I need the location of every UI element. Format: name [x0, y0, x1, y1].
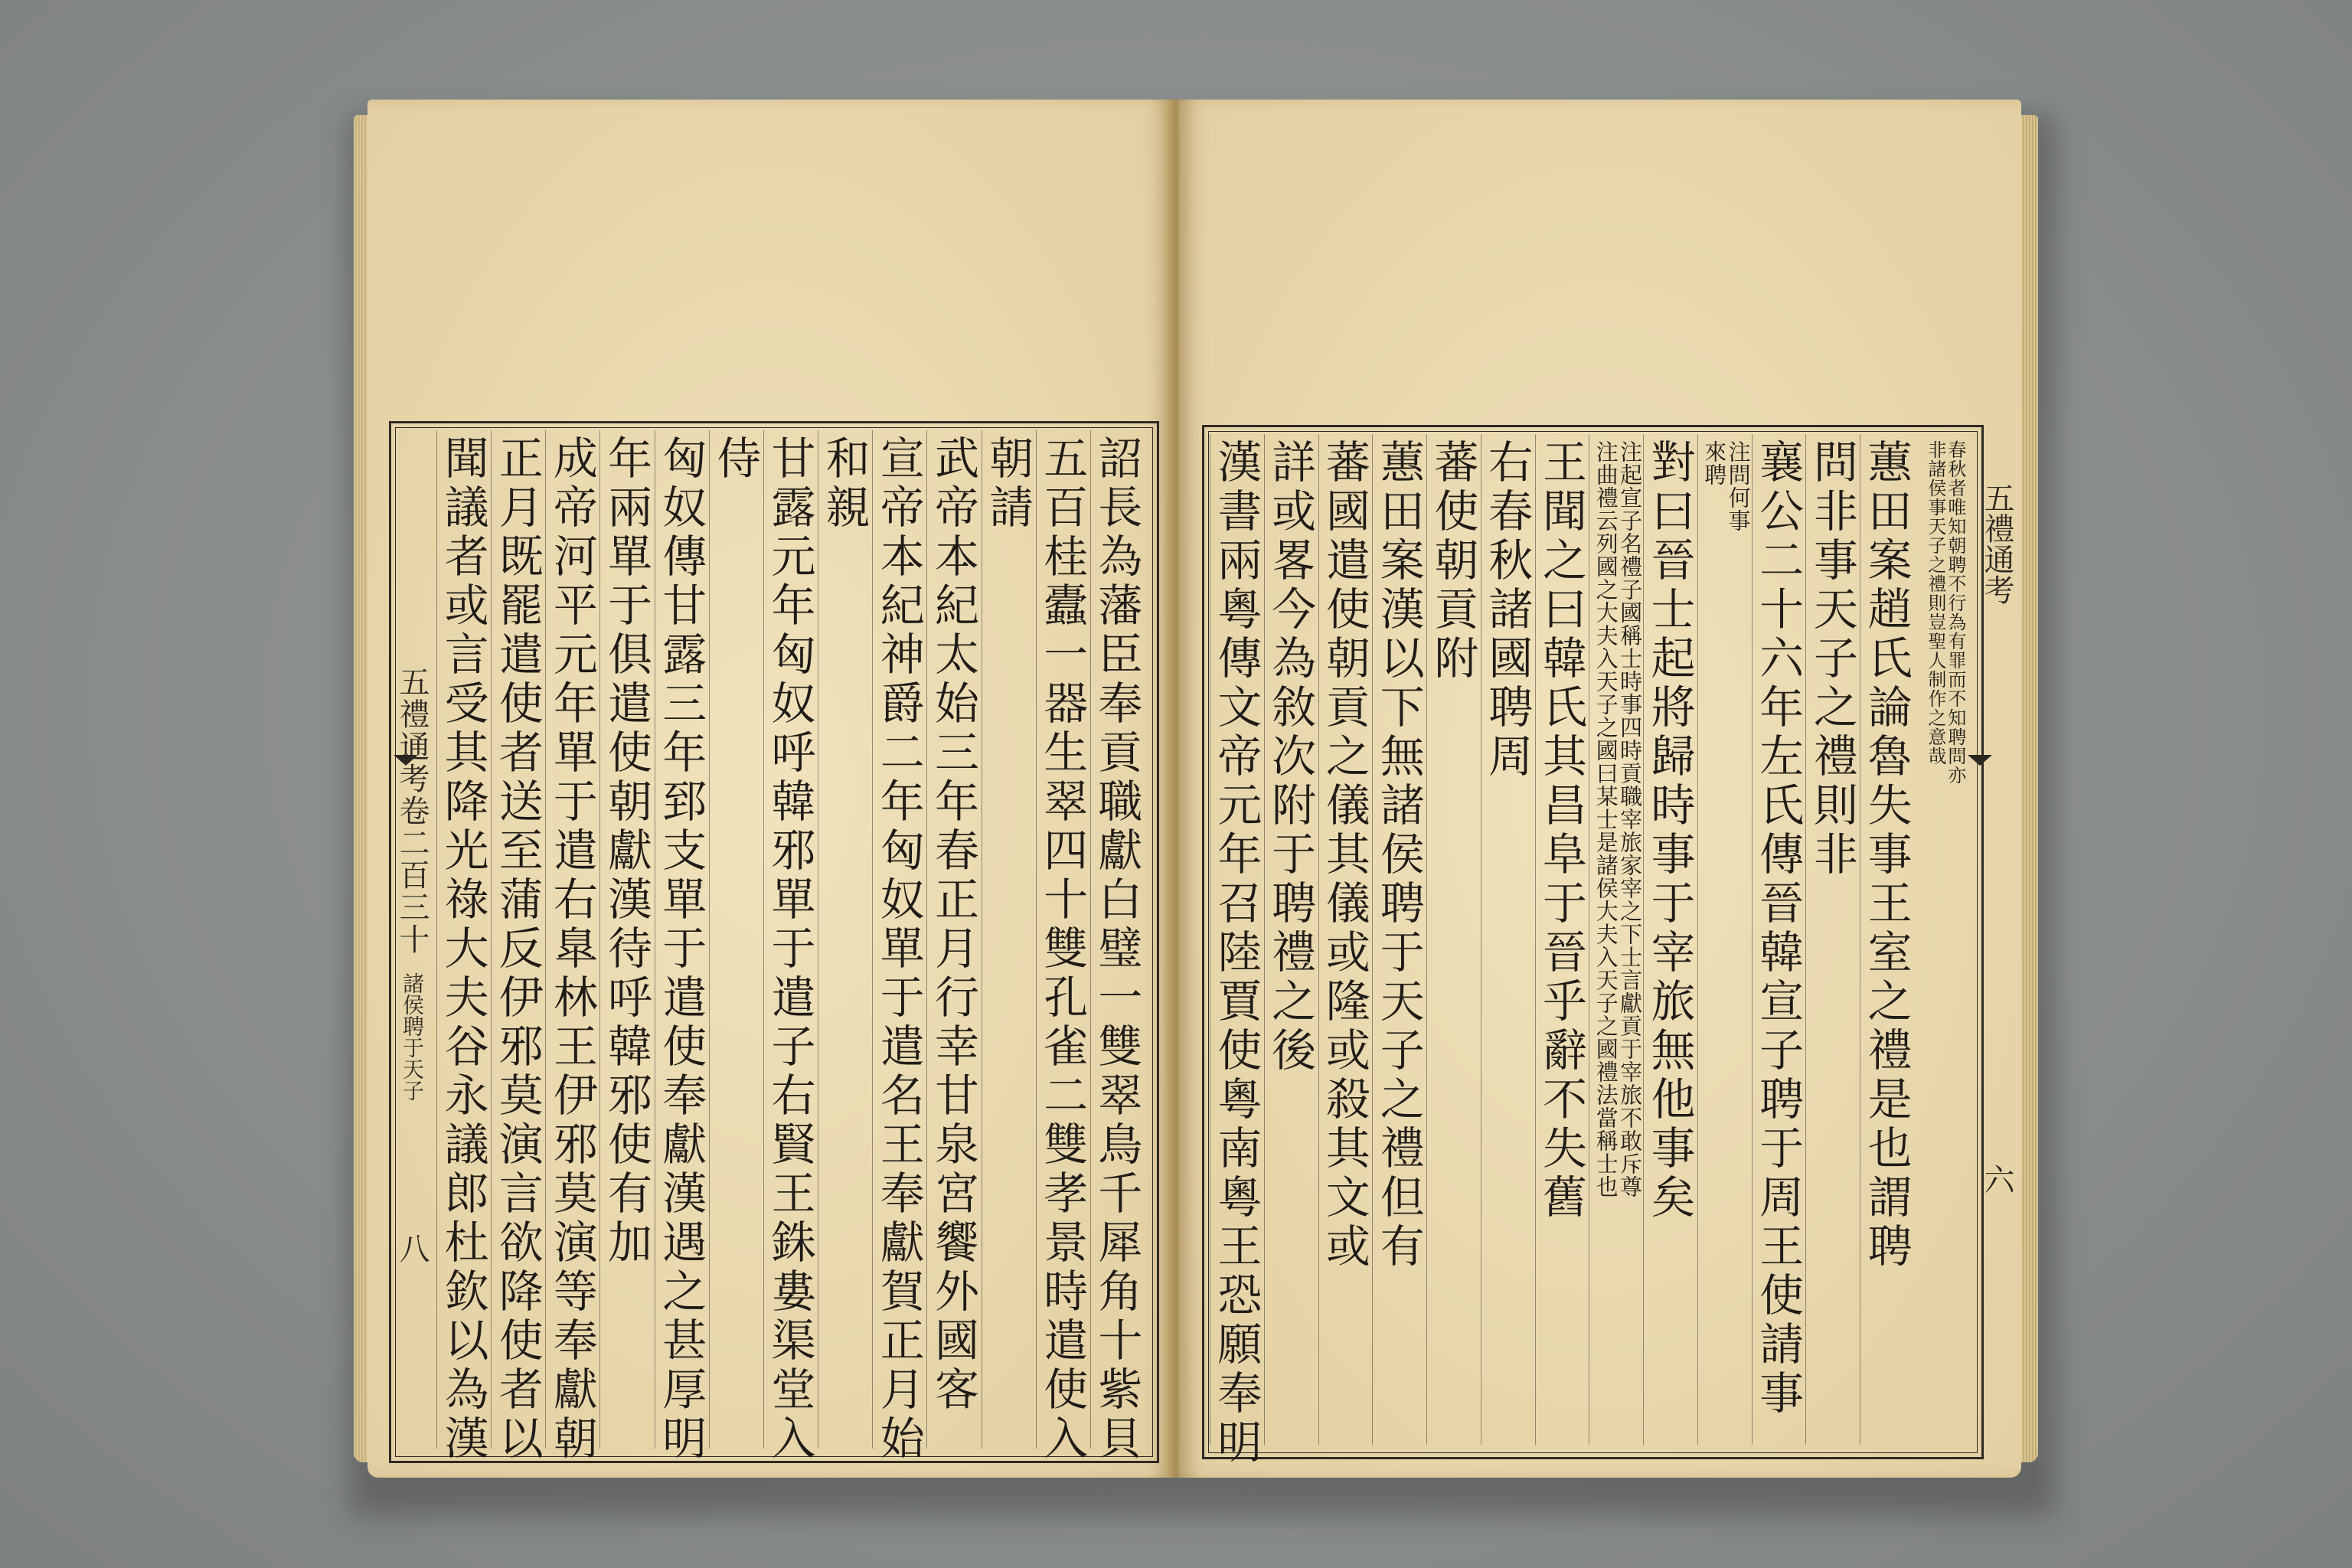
left-banxin-title: 五禮通考卷二百三十 [394, 666, 430, 956]
left-banxin-section: 諸侯聘于天子 [400, 972, 425, 1101]
right-page [1179, 100, 2021, 1478]
text-column: 成帝河平元年單于遣右臯林王伊邪莫演等奉獻朝 [545, 435, 598, 1464]
text-column: 年兩單于俱遣使朝獻漢待呼韓邪使有加 [600, 435, 653, 1268]
text-column: 詔長為藩臣奉貢職獻白璧一雙翠鳥千犀角十紫貝 [1090, 435, 1143, 1464]
text-column: 宣帝本紀神爵二年匈奴單于遣名王奉獻賀正月始 [872, 435, 925, 1464]
text-column: 漢書兩粵傳文帝元年召陸賈使粵南粵王恐願奉明 [1210, 439, 1263, 1468]
text-column: 詳或畧今為敘次附于聘禮之後 [1264, 439, 1317, 1076]
right-folio: 六 [1979, 1164, 2014, 1194]
text-column: 王聞之曰韓氏其昌阜于晉乎辭不失舊 [1535, 439, 1587, 1223]
text-column: 蕙田案漢以下無諸侯聘于天子之禮但有 [1372, 439, 1425, 1272]
column-rule [709, 430, 710, 1449]
column-rule [1697, 434, 1698, 1445]
right-banxin-top: 五禮通考 [1979, 482, 2014, 605]
text-column: 對曰晉士起將歸時事于宰旅無他事矣 [1643, 439, 1696, 1223]
text-column: 五百桂蠹一器生翠四十雙孔雀二雙孝景時遣使入 [1036, 435, 1089, 1464]
text-column: 問非事天子之禮則非 [1805, 439, 1858, 880]
text-column: 襄公二十六年左氏傳晉韓宣子聘于周王使請事 [1752, 439, 1805, 1419]
annotation-column: 注問何事 [1725, 440, 1752, 532]
right-margin-note-2: 非諸侯事天子之禮則豈聖人制作之意哉 [1924, 440, 1946, 766]
text-column: 聞議者或言受其降光祿大夫谷永議郎杜欽以為漢 [436, 435, 489, 1464]
left-page [368, 100, 1171, 1478]
text-column: 正月既罷遣使者送至蒲反伊邪莫演言欲降使者以 [491, 435, 544, 1464]
left-folio: 八 [394, 1233, 430, 1263]
text-column: 匈奴傳甘露三年郅支單于遣使奉獻漢遇之甚厚明 [655, 435, 707, 1464]
annotation-column: 注起宣子名禮子國稱士時事四時貢職宰旅家宰之下士言獻貢于宰旅不敢斥尊 [1617, 440, 1644, 1198]
annotation-column: 注曲禮云列國之大夫入天子之國曰某士是諸侯大夫入天子之國禮法當稱士也 [1592, 440, 1619, 1198]
text-column: 武帝本紀太始三年春正月行幸甘泉宮饗外國客 [926, 435, 979, 1415]
left-fold-mark [394, 755, 418, 766]
text-column: 蕃使朝貢附 [1426, 439, 1479, 684]
right-fold-mark [1968, 755, 1992, 766]
text-column: 侍 [709, 435, 762, 484]
text-column: 右春秋諸國聘周 [1481, 439, 1534, 782]
text-column: 甘露元年匈奴呼韓邪單于遣子右賢王銖婁渠堂入 [763, 435, 816, 1464]
text-column: 朝請 [982, 435, 1034, 533]
text-column: 蕃國遣使朝貢之儀其儀或隆或殺其文或 [1318, 439, 1370, 1272]
text-column: 和親 [818, 435, 871, 533]
text-column: 蕙田案趙氏論魯失事王室之禮是也謂聘 [1860, 439, 1913, 1272]
right-margin-note-1: 春秋者唯知朝聘不行為有罪而不知聘問亦 [1944, 440, 1966, 785]
annotation-column: 來聘 [1701, 440, 1728, 486]
right-columns [1210, 434, 1914, 1468]
left-columns [436, 430, 1145, 1464]
